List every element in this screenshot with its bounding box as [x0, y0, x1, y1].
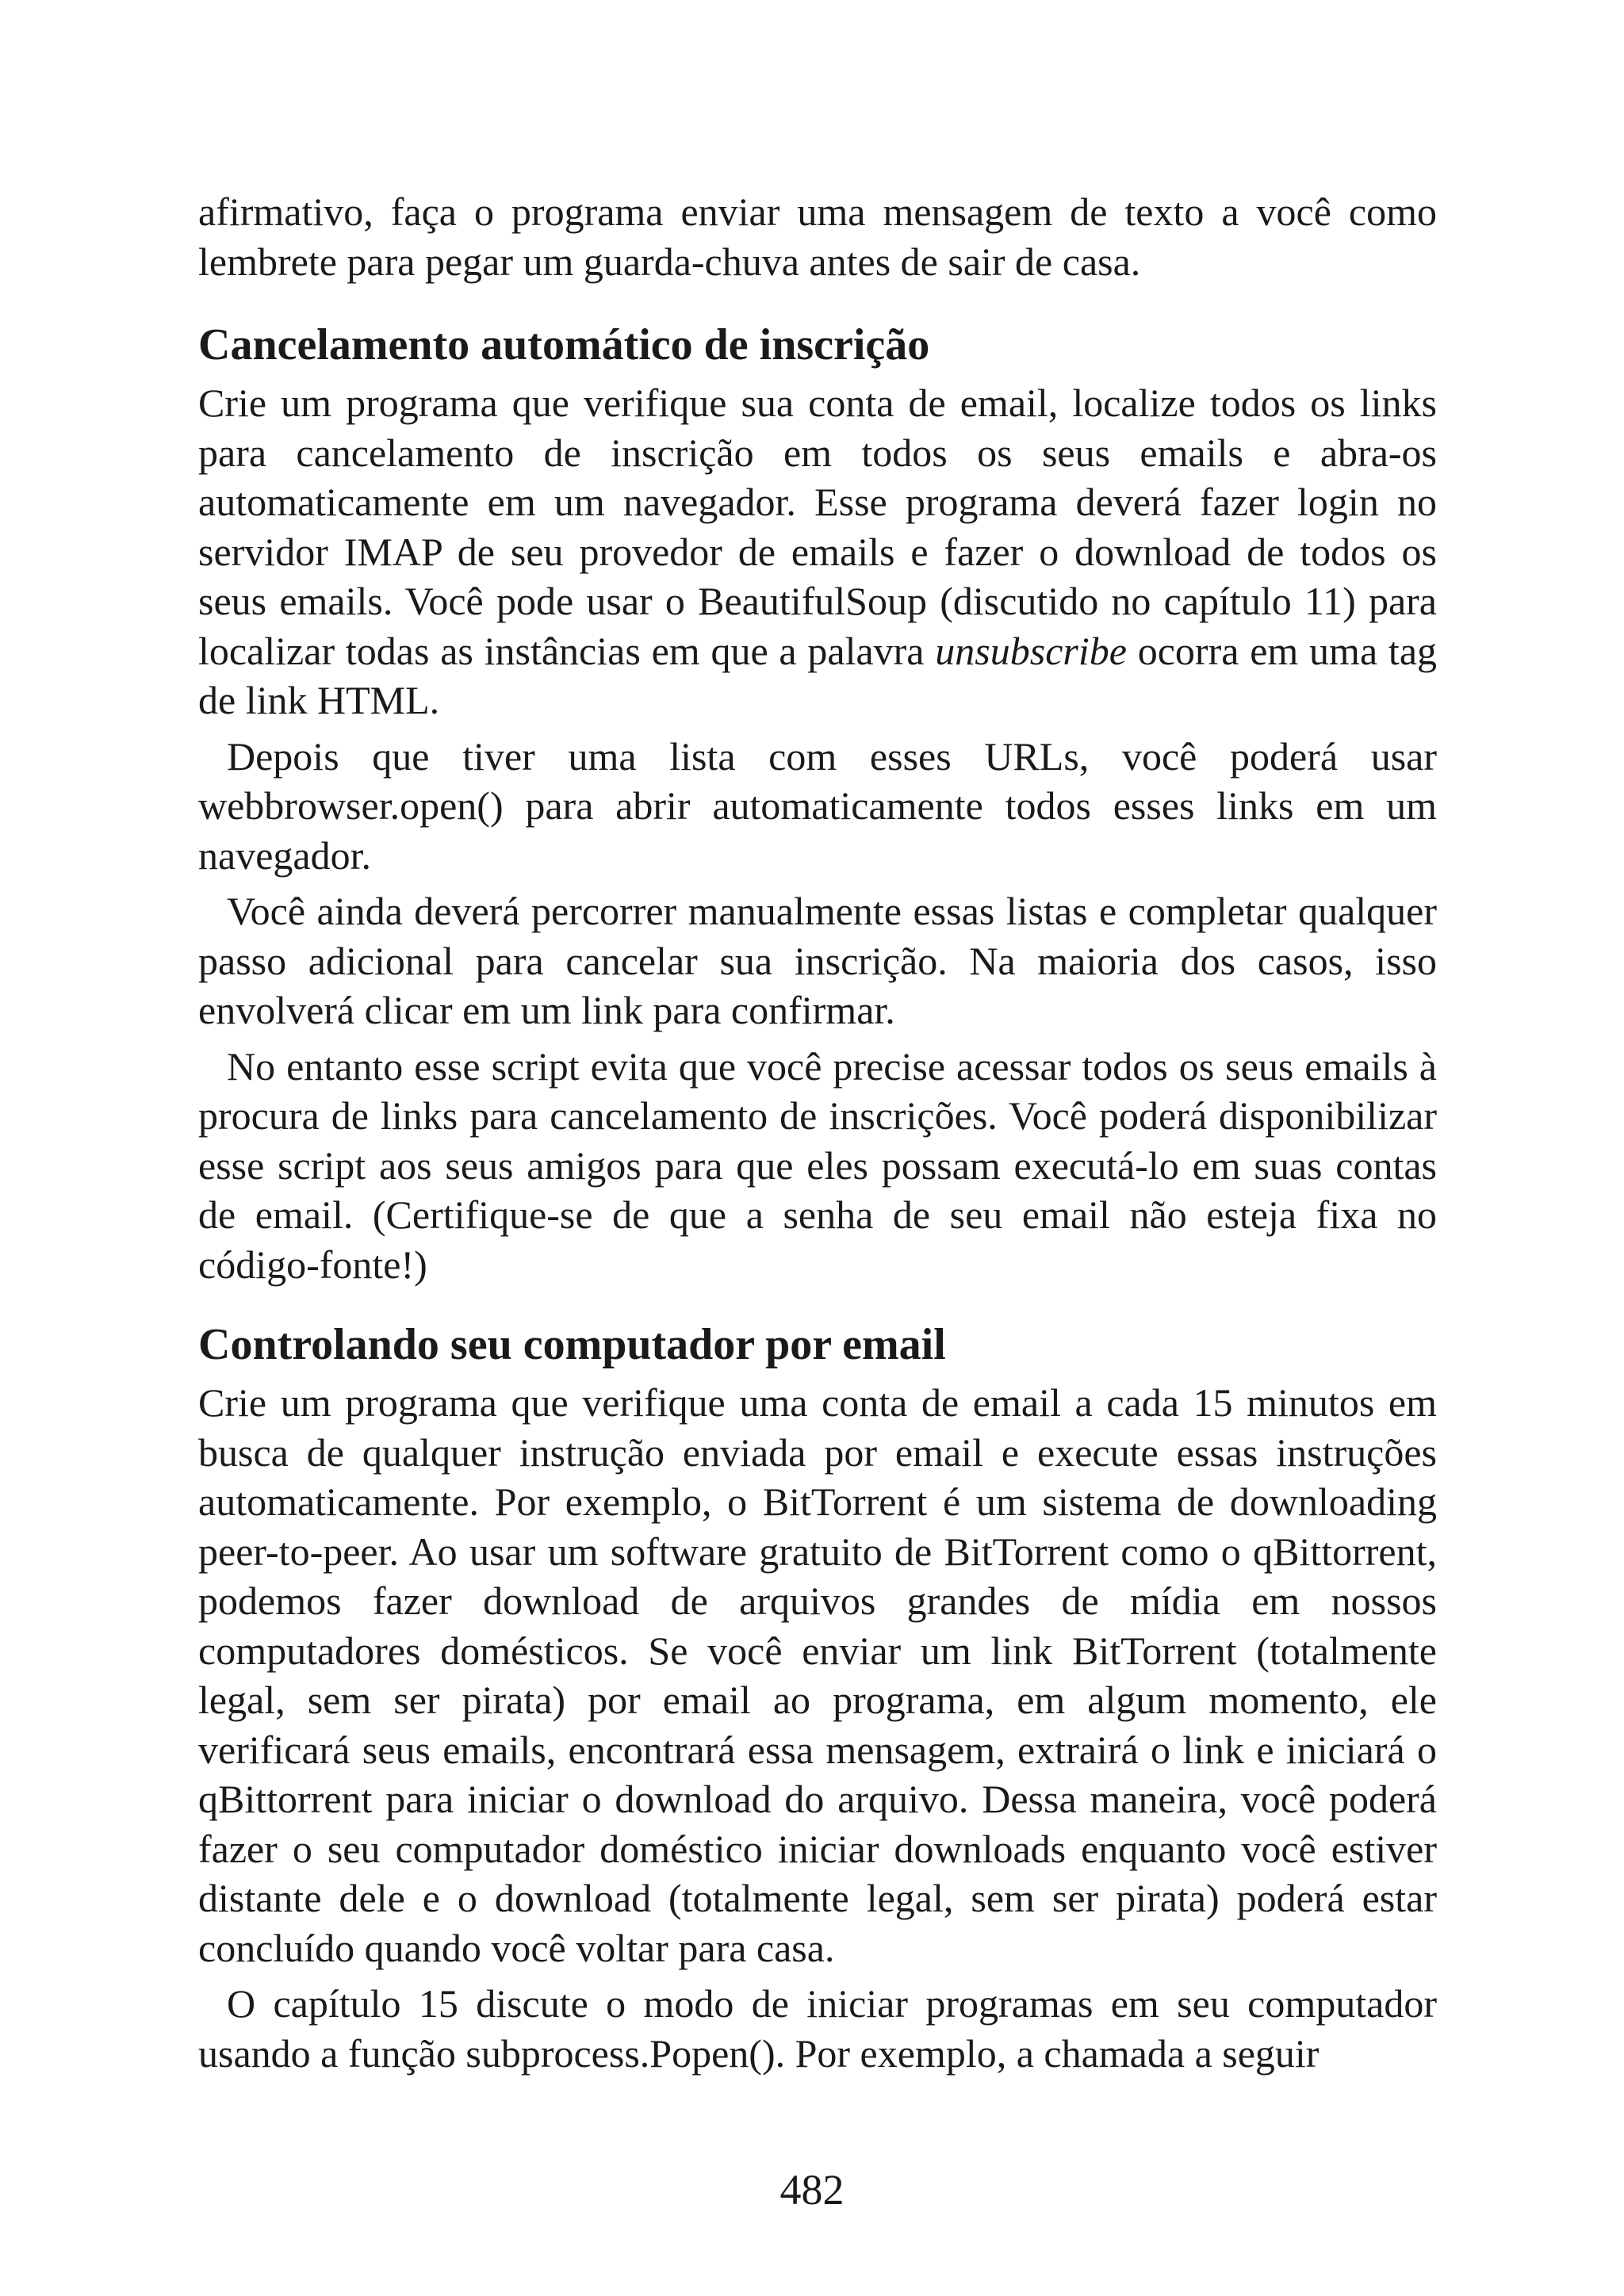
section-heading-email-control: Controlando seu computador por email — [198, 1320, 946, 1369]
section-1-paragraph-1 — [198, 378, 1437, 725]
page-body — [198, 187, 1437, 2078]
section-1-paragraph-3: Você ainda deverá percorrer manualmente essas listas e completar qualquer passo adicional para cancelar sua inscrição. Na maioria dos casos, isso envolverá clicar em um link para confirmar. — [198, 889, 1437, 1032]
section-heading-unsubscribe: Cancelamento automático de inscrição — [198, 320, 930, 369]
text-run: Crie um programa que verifique sua conta de email, localize todos os links para cancelamento de inscrição em todos os seus emails e abra-os automaticamente em um navegador. Esse programa deverá fazer login no servidor IMAP de seu provedor de emails e fazer o download de todos os seus emails. Você pode usar o BeautifulSoup (discutido no capítulo 11) para localizar todas as instâncias em que a palavra — [198, 381, 1437, 673]
text-run: ocorra em uma tag de link HTML. — [198, 628, 1438, 722]
section-1-paragraph-2: Depois que tiver uma lista com esses URLs, você poderá usar webbrowser.open() para abrir automaticamente todos esses links em um navegador. — [198, 733, 1437, 878]
italic-term: unsubscribe — [935, 628, 1127, 673]
page-number: 482 — [779, 2166, 845, 2214]
section-2-paragraph-1: Crie um programa que verifique uma conta de email a cada 15 minutos em busca de qualquer instrução enviada por email e execute essas instruções automaticamente. Por exemplo, o BitTorrent é um sistema de downloading peer-to-peer. Ao usar um software gratuito de BitTorrent como o qBittorrent, podemos fazer download de arquivos grandes de mídia em nossos computadores domésticos. Se você enviar um link BitTorrent (totalmente legal, sem ser pirata) por email ao programa, em algum momento, ele verificará seus emails, encontrará essa mensagem, extrairá o link e iniciará o qBittorrent para iniciar o download do arquivo. Dessa maneira, você poderá fazer o seu computador doméstico iniciar downloads enquanto você estiver distante dele e o download (totalmente legal, sem ser pirata) poderá estar concluído quando você voltar para casa. — [198, 1380, 1437, 1970]
intro-paragraph: afirmativo, faça o programa enviar uma mensagem de texto a você como lembrete para pegar um guarda-chuva antes de sair de casa. — [198, 189, 1437, 284]
section-1-paragraph-4: No entanto esse script evita que você precise acessar todos os seus emails à procura de links para cancelamento de inscrições. Você poderá disponibilizar esse script aos seus amigos para que eles possam executá-lo em suas contas de email. (Certifique-se de que a senha de seu email não esteja fixa no código-fonte!) — [198, 1043, 1437, 1287]
section-2-paragraph-2: O capítulo 15 discute o modo de iniciar programas em seu computador usando a função subprocess.Popen(). Por exemplo, a chamada a seguir — [198, 1981, 1437, 2076]
